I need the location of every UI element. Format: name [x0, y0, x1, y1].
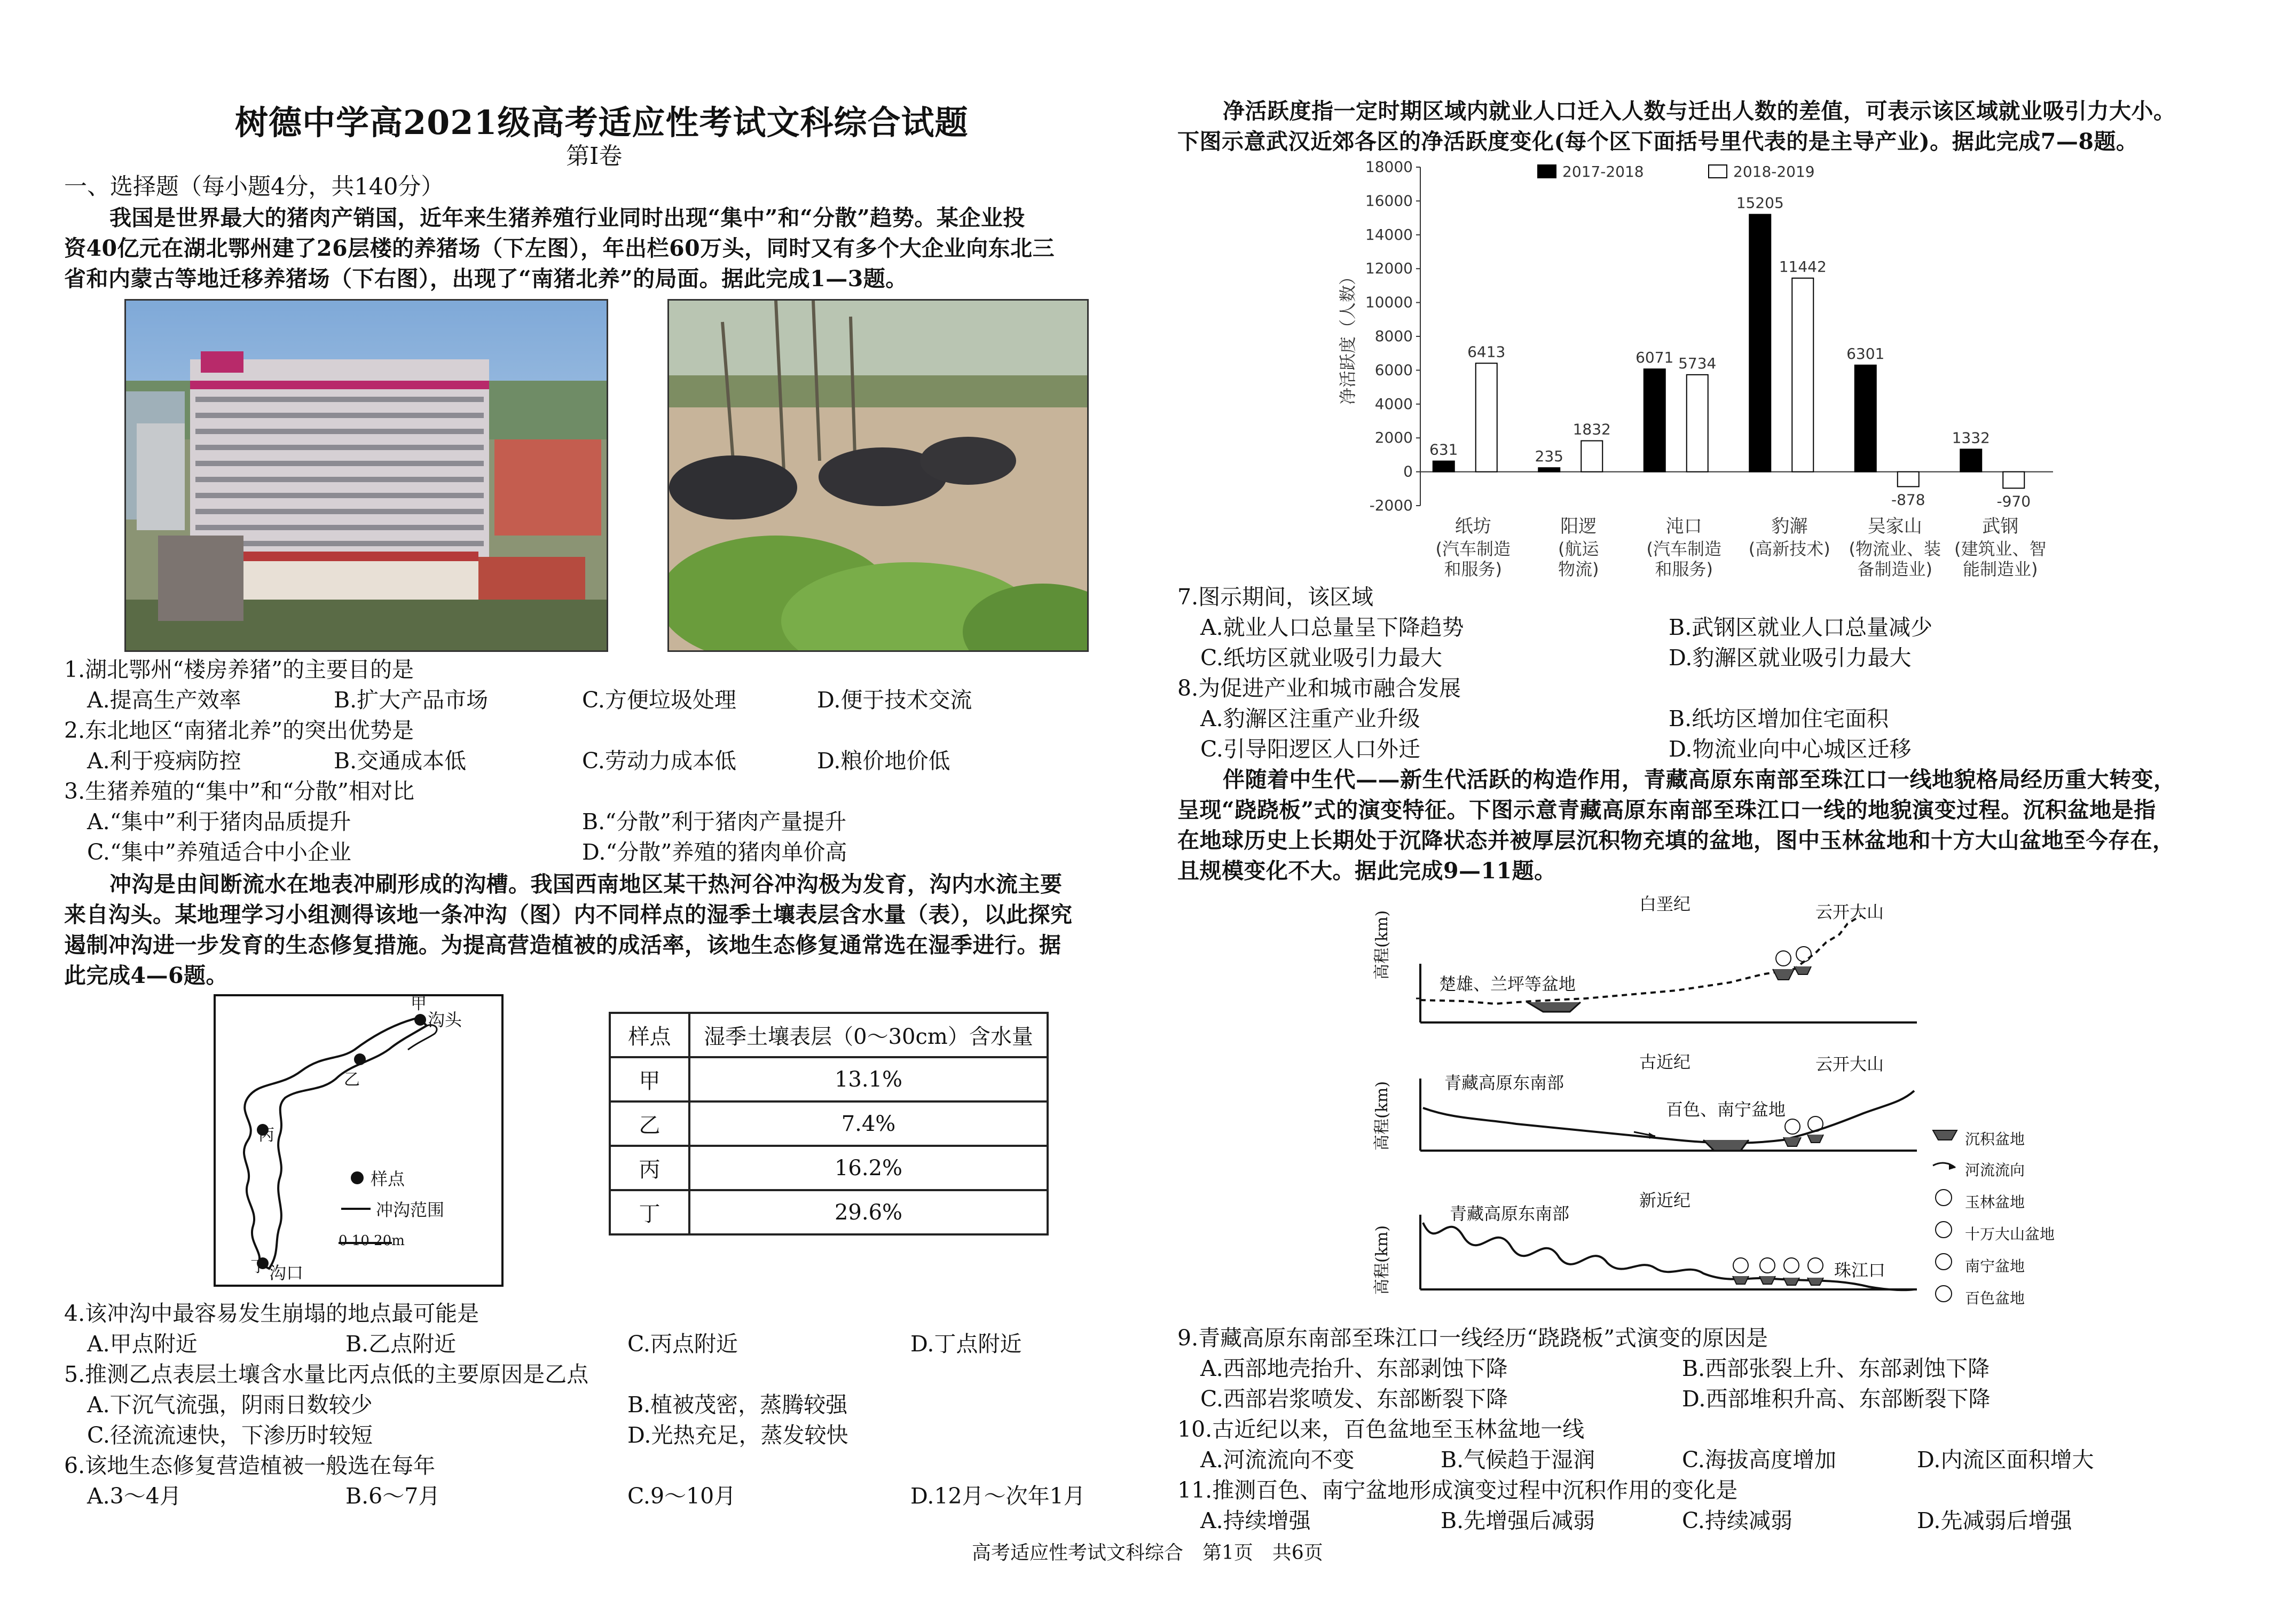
net-activity-bar-chart — [1314, 158, 2093, 585]
geomorphic-evolution-figure — [1356, 889, 2141, 1327]
table-cell: 13.1% — [689, 1057, 1048, 1101]
question-4-option-a: A.甲点附近 — [87, 1331, 198, 1357]
y-tick-label: 16000 — [1365, 192, 1413, 210]
question-2-option-a: A.利于疫病防控 — [87, 748, 241, 774]
bar — [1476, 363, 1497, 471]
question-1-option-d: D.便于技术交流 — [817, 687, 972, 713]
bar — [1538, 468, 1560, 471]
question-8-option-a: A.豹澥区注重产业升级 — [1200, 706, 1420, 731]
question-4-option-c: C.丙点附近 — [627, 1331, 738, 1357]
question-10-option-b: B.气候趋于湿润 — [1441, 1447, 1595, 1473]
panel-1-ylabel: 高程(km) — [1373, 910, 1391, 980]
intro-paragraph-2-line-3: 遏制冲沟进一步发育的生态修复措施。为提高营造植被的成活率，该地生态修复通常选在湿季进行。据 — [64, 932, 1061, 958]
legend-label: 2017-2018 — [1562, 163, 1644, 180]
bar — [1960, 449, 1982, 471]
legend-sedimentary-basin: 沉积盆地 — [1965, 1130, 2025, 1148]
data-label: 6413 — [1467, 343, 1506, 361]
label-jia: 甲 — [411, 995, 427, 1013]
data-label: -878 — [1891, 491, 1925, 509]
category-sublabel: (汽车制造 — [1646, 539, 1721, 559]
legend-swatch — [1709, 165, 1727, 178]
question-5-option-a: A.下沉气流强，阴雨日数较少 — [87, 1392, 373, 1418]
data-label: 11442 — [1779, 257, 1827, 276]
category-label: 豹澥 — [1771, 516, 1808, 537]
question-3-option-d: D.“分散”养殖的猪肉单价高 — [582, 839, 847, 865]
category-sublabel: (高新技术) — [1748, 539, 1830, 559]
question-11-option-b: B.先增强后减弱 — [1441, 1508, 1595, 1533]
category-sublabel: (汽车制造 — [1435, 539, 1511, 559]
legend-swatch — [1538, 165, 1556, 178]
category-label: 吴家山 — [1867, 516, 1922, 537]
label-baise-nanning-basins: 百色、南宁盆地 — [1666, 1099, 1786, 1120]
y-tick-label: 4000 — [1374, 395, 1413, 413]
table-cell: 16.2% — [689, 1146, 1048, 1190]
label-yi: 乙 — [344, 1071, 360, 1089]
question-9-option-c: C.西部岩浆喷发、东部断裂下降 — [1200, 1386, 1508, 1412]
bar — [1898, 472, 1919, 487]
question-5-stem: 5.推测乙点表层土壤含水量比丙点低的主要原因是乙点 — [64, 1362, 589, 1387]
section-heading: 一、选择题（每小题4分，共140分） — [64, 174, 444, 200]
question-1-option-a: A.提高生产效率 — [87, 687, 241, 713]
category-label: 纸坊 — [1454, 516, 1491, 537]
intro-paragraph-3-line-1: 净活跃度指一定时期区域内就业人口迁入人数与迁出人数的差值，可表示该区域就业吸引力大小。 — [1223, 98, 2176, 124]
volume-label: 第Ⅰ卷 — [566, 143, 623, 170]
table-row — [610, 1146, 1048, 1190]
label-yunkai-mountain-2: 云开大山 — [1815, 1054, 1884, 1074]
legend-yulin-basin: 玉林盆地 — [1965, 1193, 2025, 1211]
table-header: 样点 — [610, 1013, 689, 1057]
question-2-option-b: B.交通成本低 — [334, 748, 467, 774]
table-cell: 29.6% — [689, 1190, 1048, 1234]
bar — [2003, 472, 2024, 489]
pig-farm-building-photo — [124, 299, 608, 652]
category-label: 武钢 — [1982, 516, 2019, 537]
category-sublabel: 和服务) — [1444, 559, 1502, 579]
label-plateau-se-1: 青藏高原东南部 — [1444, 1073, 1564, 1093]
bar — [1855, 365, 1876, 472]
legend-baise-basin: 百色盆地 — [1965, 1289, 2025, 1307]
question-9-stem: 9.青藏高原东南部至珠江口一线经历“跷跷板”式演变的原因是 — [1177, 1325, 1768, 1351]
data-label: 6071 — [1635, 349, 1674, 367]
question-7-option-c: C.纸坊区就业吸引力最大 — [1200, 645, 1442, 671]
y-tick-label: 2000 — [1374, 429, 1413, 447]
intro-paragraph-1-line-3: 省和内蒙古等地迁移养猪场（下右图），出现了“南猪北养”的局面。据此完成1—3题。 — [64, 266, 908, 292]
legend-river-direction: 河流流向 — [1965, 1161, 2025, 1179]
panel-2-ylabel: 高程(km) — [1373, 1081, 1391, 1151]
y-tick-label: -2000 — [1369, 497, 1413, 514]
category-sublabel: (航运 — [1558, 539, 1599, 559]
question-2-stem: 2.东北地区“南猪北养”的突出优势是 — [64, 718, 414, 743]
question-6-option-c: C.9～10月 — [627, 1483, 736, 1509]
question-9-option-a: A.西部地壳抬升、东部剥蚀下降 — [1200, 1356, 1508, 1381]
question-3-stem: 3.生猪养殖的“集中”和“分散”相对比 — [64, 778, 414, 804]
question-11-option-a: A.持续增强 — [1200, 1508, 1311, 1533]
intro-paragraph-2-line-2: 来自沟头。某地理学习小组测得该地一条冲沟（图）内不同样点的湿季土壤表层含水量（表），以此探究 — [64, 902, 1073, 927]
question-6-option-a: A.3～4月 — [87, 1483, 182, 1509]
label-ding: 丁 — [250, 1257, 266, 1276]
data-label: -970 — [1996, 492, 2031, 510]
category-sublabel: 物流) — [1558, 559, 1599, 579]
page-title: 树德中学高2021级高考适应性考试文科综合试题 — [235, 103, 969, 142]
intro-paragraph-4-line-2: 呈现“跷跷板”式的演变特征。下图示意青藏高原东南部至珠江口一线的地貌演变过程。沉积盆地是指 — [1177, 797, 2156, 823]
label-pearl-river-mouth: 珠江口 — [1834, 1260, 1886, 1280]
data-label: 5734 — [1678, 354, 1717, 372]
label-bing: 丙 — [258, 1126, 274, 1145]
panel-cretaceous-title: 白垩纪 — [1639, 894, 1691, 914]
question-3-option-b: B.“分散”利于猪肉产量提升 — [582, 809, 847, 835]
table-cell: 丁 — [610, 1190, 689, 1234]
intro-paragraph-4-line-1: 伴随着中生代——新生代活跃的构造作用，青藏高原东南部至珠江口一线地貌格局经历重大转变， — [1223, 767, 2176, 792]
table-cell: 丙 — [610, 1146, 689, 1190]
question-5-option-d: D.光热充足，蒸发较快 — [627, 1422, 848, 1448]
question-1-option-b: B.扩大产品市场 — [334, 687, 489, 713]
bar — [1749, 215, 1771, 472]
question-7-option-b: B.武钢区就业人口总量减少 — [1669, 615, 1933, 640]
data-label: 235 — [1535, 447, 1563, 466]
category-label: 阳逻 — [1560, 516, 1597, 537]
question-5-option-c: C.径流流速快，下渗历时较短 — [87, 1422, 373, 1448]
question-1-option-c: C.方便垃圾处理 — [582, 687, 736, 713]
intro-paragraph-2-line-4: 此完成4—6题。 — [64, 963, 229, 988]
question-9-option-d: D.西部堆积升高、东部断裂下降 — [1682, 1386, 1991, 1412]
y-tick-label: 8000 — [1374, 327, 1413, 345]
panel-3-ylabel: 高程(km) — [1373, 1225, 1391, 1295]
category-sublabel: 备制造业) — [1857, 559, 1932, 579]
y-tick-label: 12000 — [1365, 259, 1413, 278]
label-gully-mouth: 沟口 — [269, 1263, 304, 1283]
table-header: 湿季土壤表层（0～30cm）含水量 — [689, 1013, 1048, 1057]
question-2-option-d: D.粮价地价低 — [817, 748, 950, 774]
legend-nanning-basin: 南宁盆地 — [1965, 1257, 2025, 1275]
y-tick-label: 10000 — [1365, 293, 1413, 311]
question-11-option-c: C.持续减弱 — [1682, 1508, 1792, 1533]
intro-paragraph-1-line-1: 我国是世界最大的猪肉产销国，近年来生猪养殖行业同时出现“集中”和“分散”趋势。某企业投 — [109, 205, 1025, 231]
table-row — [610, 1190, 1048, 1234]
sample-point-yi — [354, 1053, 366, 1065]
data-label: 1332 — [1952, 429, 1990, 447]
intro-paragraph-3-line-2: 下图示意武汉近郊各区的净活跃度变化(每个区下面括号里代表的是主导产业)。据此完成7—8题。 — [1177, 129, 2138, 154]
question-10-option-d: D.内流区面积增大 — [1917, 1447, 2094, 1473]
intro-paragraph-2-line-1: 冲沟是由间断流水在地表冲刷形成的沟槽。我国西南地区某干热河谷冲沟极为发育，沟内水流主要 — [109, 871, 1063, 897]
question-2-option-c: C.劳动力成本低 — [582, 748, 736, 774]
question-8-option-b: B.纸坊区增加住宅面积 — [1669, 706, 1889, 731]
table-header-row — [610, 1013, 1048, 1057]
legend-sample-point-label: 样点 — [371, 1169, 405, 1189]
question-3-option-c: C.“集中”养殖适合中小企业 — [87, 839, 351, 865]
question-11-option-d: D.先减弱后增强 — [1917, 1508, 2072, 1533]
y-tick-label: 18000 — [1365, 158, 1413, 176]
legend-shiwandashan-basin: 十万大山盆地 — [1965, 1225, 2055, 1243]
y-axis-label: 净活跃度（人数） — [1338, 267, 1358, 405]
question-8-option-c: C.引导阳逻区人口外迁 — [1200, 736, 1420, 762]
y-tick-label: 6000 — [1374, 361, 1413, 379]
table-row — [610, 1101, 1048, 1146]
label-chuxiong-lanping-basins: 楚雄、兰坪等盆地 — [1439, 974, 1576, 994]
table-row — [610, 1057, 1048, 1101]
question-6-option-b: B.6～7月 — [345, 1483, 441, 1509]
category-label: 沌口 — [1665, 516, 1702, 537]
table-cell: 乙 — [610, 1101, 689, 1146]
question-4-stem: 4.该冲沟中最容易发生崩塌的地点最可能是 — [64, 1301, 479, 1326]
question-6-stem: 6.该地生态修复营造植被一般选在每年 — [64, 1453, 436, 1478]
gully-map — [214, 994, 504, 1287]
question-7-stem: 7.图示期间，该区域 — [1177, 584, 1374, 610]
data-label: 631 — [1429, 440, 1458, 459]
bar — [1644, 369, 1665, 471]
question-8-option-d: D.物流业向中心城区迁移 — [1669, 736, 1912, 762]
question-10-option-a: A.河流流向不变 — [1200, 1447, 1355, 1473]
bar — [1581, 441, 1602, 472]
page-footer: 高考适应性考试文科综合 第1页 共6页 — [972, 1542, 1323, 1564]
question-8-stem: 8.为促进产业和城市融合发展 — [1177, 675, 1461, 701]
question-1-stem: 1.湖北鄂州“楼房养猪”的主要目的是 — [64, 657, 414, 682]
data-label: 1832 — [1572, 420, 1611, 438]
soil-moisture-table — [609, 1012, 1049, 1236]
intro-paragraph-4-line-4: 且规模变化不大。据此完成9—11题。 — [1177, 858, 1556, 884]
free-range-pigs-photo — [667, 299, 1089, 652]
legend-point-symbol — [351, 1171, 364, 1184]
question-9-option-b: B.西部张裂上升、东部剥蚀下降 — [1682, 1356, 1990, 1381]
panel-paleogene-title: 古近纪 — [1639, 1052, 1691, 1072]
label-gully-head: 沟头 — [428, 1010, 462, 1030]
question-11-stem: 11.推测百色、南宁盆地形成演变过程中沉积作用的变化是 — [1177, 1477, 1738, 1503]
y-tick-label: 0 — [1403, 462, 1413, 481]
category-sublabel: 和服务) — [1655, 559, 1713, 579]
intro-paragraph-4-line-3: 在地球历史上长期处于沉降状态并被厚层沉积物充填的盆地，图中玉林盆地和十方大山盆地至今存在， — [1177, 828, 2175, 853]
table-cell: 甲 — [610, 1057, 689, 1101]
legend-gully-range-label: 冲沟范围 — [376, 1200, 445, 1220]
question-7-option-a: A.就业人口总量呈下降趋势 — [1200, 615, 1464, 640]
data-label: 15205 — [1736, 194, 1784, 212]
y-tick-label: 14000 — [1365, 225, 1413, 243]
question-5-option-b: B.植被茂密，蒸腾较强 — [627, 1392, 848, 1418]
question-4-option-b: B.乙点附近 — [345, 1331, 457, 1357]
data-label: 6301 — [1846, 344, 1885, 363]
label-plateau-se-2: 青藏高原东南部 — [1450, 1203, 1570, 1224]
question-7-option-d: D.豹澥区就业吸引力最大 — [1669, 645, 1912, 671]
table-cell: 7.4% — [689, 1101, 1048, 1146]
bar — [1687, 375, 1708, 472]
question-6-option-d: D.12月～次年1月 — [910, 1483, 1086, 1509]
bar — [1792, 278, 1813, 472]
panel-neogene-title: 新近纪 — [1639, 1190, 1691, 1210]
question-10-option-c: C.海拔高度增加 — [1682, 1447, 1836, 1473]
intro-paragraph-1-line-2: 资40亿元在湖北鄂州建了26层楼的养猪场（下左图），年出栏60万头，同时又有多个大企业向东北三 — [64, 235, 1055, 261]
scale-label: 0 10 20m — [339, 1233, 405, 1249]
legend-label: 2018-2019 — [1733, 163, 1815, 180]
question-3-option-a: A.“集中”利于猪肉品质提升 — [87, 809, 351, 835]
category-sublabel: 能制造业) — [1963, 559, 2038, 579]
category-sublabel: (建筑业、智 — [1954, 539, 2047, 559]
label-yunkai-mountain-1: 云开大山 — [1815, 902, 1884, 922]
bar — [1433, 461, 1454, 472]
question-10-stem: 10.古近纪以来，百色盆地至玉林盆地一线 — [1177, 1417, 1585, 1442]
category-sublabel: (物流业、装 — [1849, 539, 1941, 559]
question-4-option-d: D.丁点附近 — [910, 1331, 1022, 1357]
